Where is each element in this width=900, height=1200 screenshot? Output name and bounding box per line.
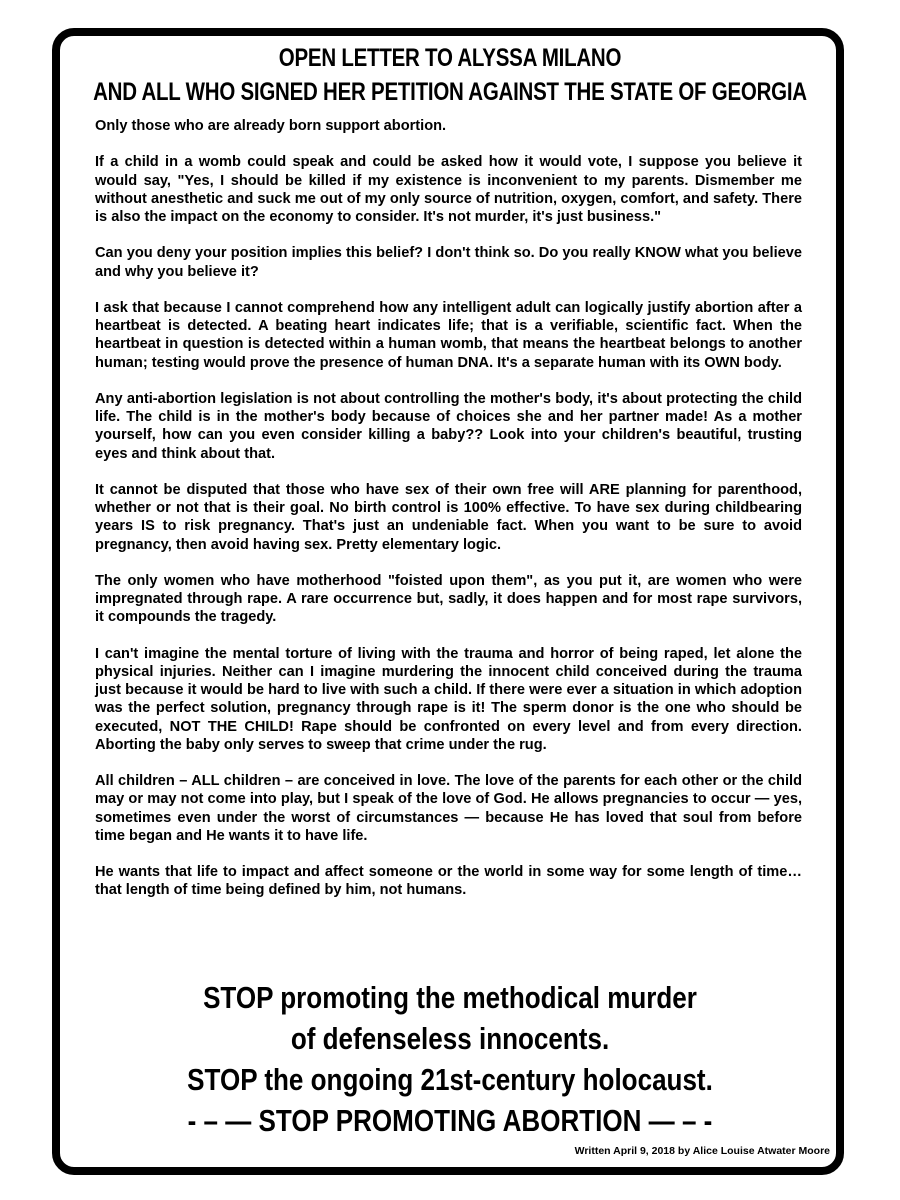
paragraph: I ask that because I cannot comprehend how any intelligent adult can logically justify abortion after a heartbeat is detected. A beating heart indicates life; that is a verifiable, scientific fact. When the heartbeat in question is detected within a human womb, that means the heartbeat belongs to another human; testing would prove the presence of human DNA. It's a separate human with its OWN body. <box>95 299 802 371</box>
paragraph: It cannot be disputed that those who have sex of their own free will ARE planning for parenthood, whether or not that is their goal. No birth control is 100% effective. To have sex during childbearing years IS to risk pregnancy. That's just an undeniable fact. When you want to be sure to avoid pregnancy, then avoid having sex. Pretty elementary logic. <box>95 481 802 553</box>
letter-body <box>95 117 802 900</box>
closing-statement <box>0 977 900 1141</box>
paragraph: He wants that life to impact and affect someone or the world in some way for some length of time… that length of time being defined by him, not humans. <box>95 864 802 899</box>
paragraph: Any anti-abortion legislation is not about controlling the mother's body, it's about protecting the child life. The child is in the mother's body because of choices she and her partner made! As a mother yourself, how can you even consider killing a baby?? Look into your children's beautiful, trusting eyes and think about that. <box>95 390 802 462</box>
closing-line: STOP promoting the methodical murder <box>203 980 697 1015</box>
paragraph: If a child in a womb could speak and could be asked how it would vote, I suppose you believe it would say, "Yes, I should be killed if my existence is inconvenient to my parents. Dismember me without anesthetic and suck me out of my only source of nutrition, oxygen, comfort, and safety. There is also the impact on the economy to consider. It's not murder, it's just business." <box>95 154 802 225</box>
paragraph: I can't imagine the mental torture of living with the trauma and horror of being raped, let alone the physical injuries. Neither can I imagine murdering the innocent child conceived during the trauma just because it would be hard to live with such a child. If there were ever a situation in which adoption was the perfect solution, pregnancy through rape is it! The sperm donor is the one who should be executed, NOT THE CHILD! Rape should be confronted on every level and from every direction. Aborting the baby only serves to sweep that crime under the rug. <box>95 645 802 753</box>
page-title-line-2: AND ALL WHO SIGNED HER PETITION AGAINST THE STATE OF GEORGIA <box>93 78 807 106</box>
paragraph: Can you deny your position implies this belief? I don't think so. Do you really KNOW what you believe and why you believe it? <box>95 245 802 280</box>
paragraph: All children – ALL children – are conceived in love. The love of the parents for each other or the child may or may not come into play, but I speak of the love of God. He allows pregnancies to occur — yes, sometimes even under the worst of circumstances — because He has loved that soul from before time began and He wants it to have life. <box>95 773 802 844</box>
paragraph: The only women who have motherhood "foisted upon them", as you put it, are women who were impregnated through rape. A rare occurrence but, sadly, it does happen and for most rape survivors, it compounds the tragedy. <box>95 572 802 626</box>
paragraph: Only those who are already born support abortion. <box>95 118 447 134</box>
page-title-line-1: OPEN LETTER TO ALYSSA MILANO <box>278 44 622 72</box>
signature-line: Written April 9, 2018 by Alice Louise Atwater Moore <box>574 1145 830 1157</box>
closing-line: of defenseless innocents. <box>290 1021 610 1056</box>
closing-line: STOP the ongoing 21st-century holocaust. <box>187 1062 713 1097</box>
closing-line: - – — STOP PROMOTING ABORTION — – - <box>187 1103 713 1138</box>
